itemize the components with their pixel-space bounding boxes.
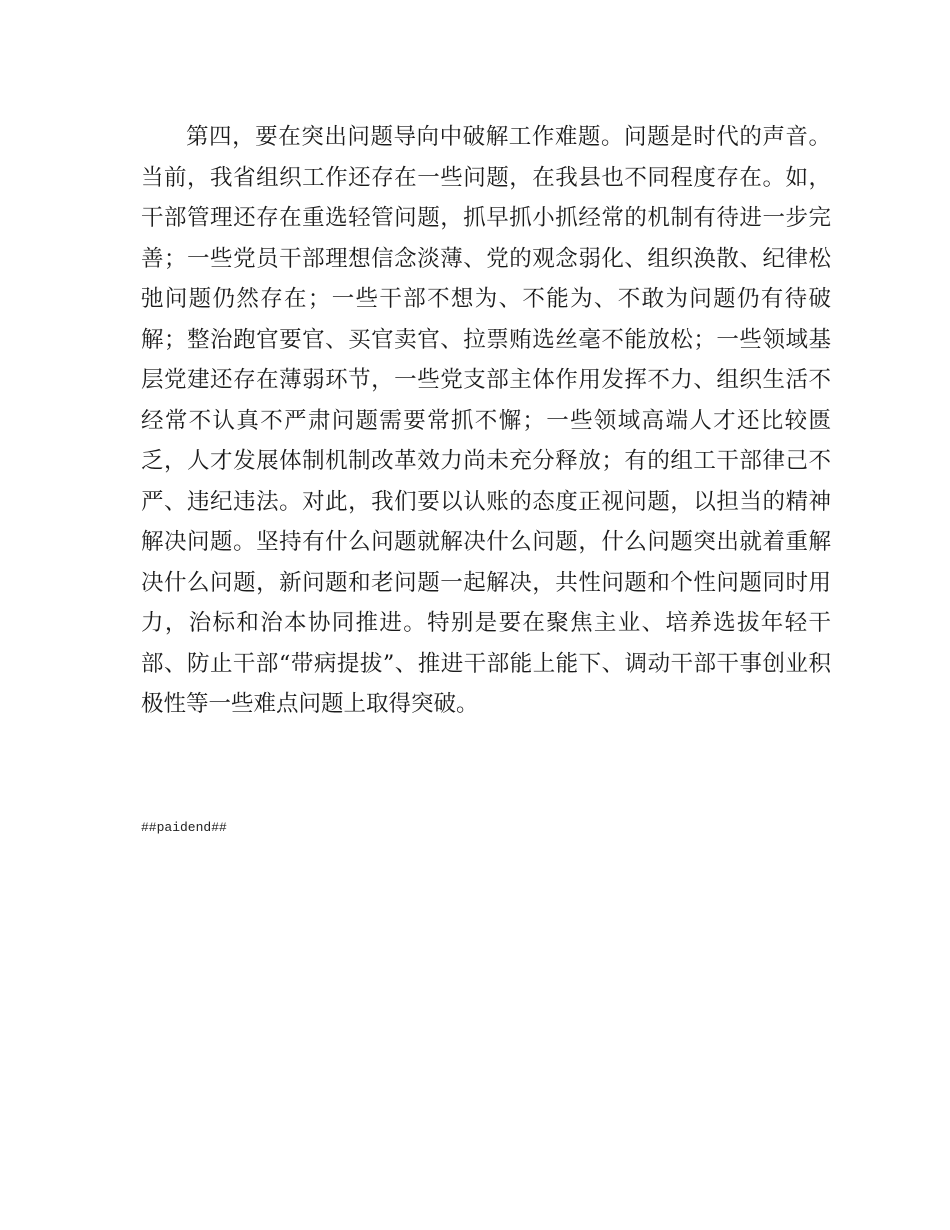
end-marker: ##paidend##	[141, 820, 227, 835]
body-paragraph: 第四，要在突出问题导向中破解工作难题。问题是时代的声音。当前，我省组织工作还存在一些问题，在我县也不同程度存在。如，干部管理还存在重选轻管问题，抓早抓小抓经常的机制有待进一步完善；一些党员干部理想信念淡薄、党的观念弱化、组织涣散、纪律松弛问题仍然存在；一些干部不想为、不能为、不敢为问题仍有待破解；整治跑官要官、买官卖官、拉票贿选丝毫不能放松；一些领域基层党建还存在薄弱环节，一些党支部主体作用发挥不力、组织生活不经常不认真不严肃问题需要常抓不懈；一些领域高端人才还比较匮乏，人才发展体制机制改革效力尚未充分释放；有的组工干部律己不严、违纪违法。对此，我们要以认账的态度正视问题，以担当的精神解决问题。坚持有什么问题就解决什么问题，什么问题突出就着重解决什么问题，新问题和老问题一起解决，共性问题和个性问题同时用力，治标和治本协同推进。特别是要在聚焦主业、培养选拔年轻干部、防止干部“带病提拔”、推进干部能上能下、调动干部干事创业积极性等一些难点问题上取得突破。	[141, 124, 831, 717]
